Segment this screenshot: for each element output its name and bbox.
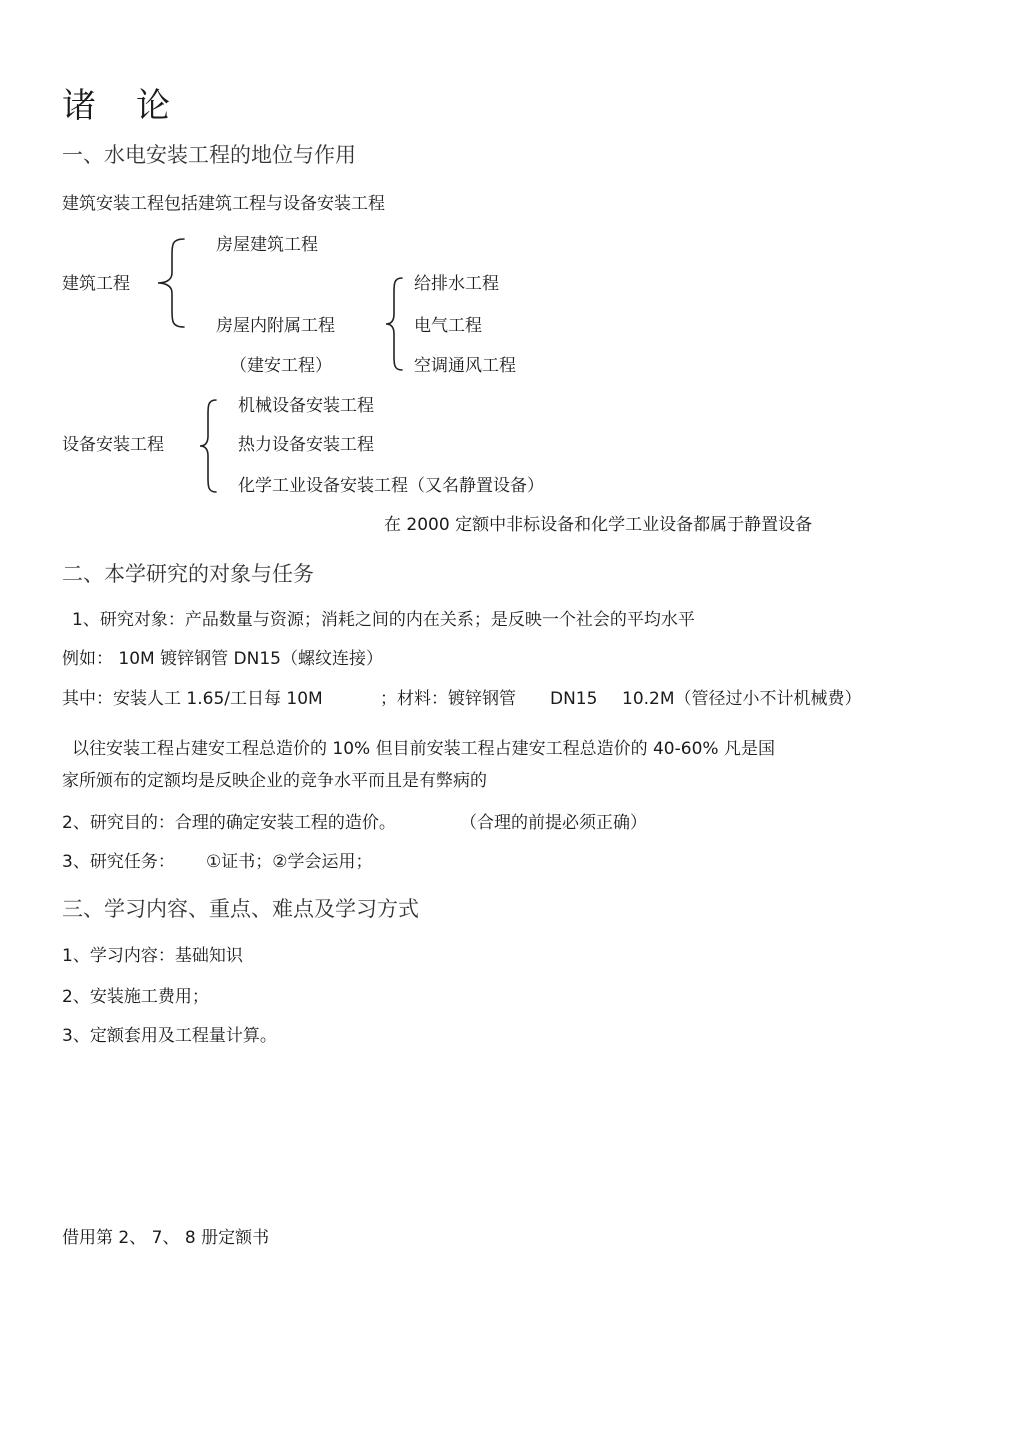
tree2-child-1: 机械设备安装工程 <box>238 396 374 416</box>
tree1-child-2: 房屋内附属工程 <box>216 316 335 336</box>
section-1-note: 在 2000 定额中非标设备和化学工业设备都属于静置设备 <box>384 515 813 535</box>
tree2-root: 设备安装工程 <box>62 435 164 455</box>
footer-note: 借用第 2、 7、 8 册定额书 <box>62 1228 270 1248</box>
tree1-sub-item-3: 空调通风工程 <box>414 356 516 376</box>
tree1-brace-icon <box>150 235 190 331</box>
section-2-para-3d: 10.2M（管径过小不计机械费） <box>622 689 862 709</box>
section-2-para-6b: ①证书；②学会运用； <box>206 852 373 872</box>
section-2-para-6a: 3、研究任务： <box>62 852 175 872</box>
section-2-para-2: 例如： 10M 镀锌钢管 DN15（螺纹连接） <box>62 649 383 669</box>
section-1-intro: 建筑安装工程包括建筑工程与设备安装工程 <box>62 194 385 214</box>
section-2-para-1: 1、研究对象：产品数量与资源；消耗之间的内在关系；是反映一个社会的平均水平 <box>72 610 695 630</box>
page-title-char-1: 诸 <box>62 86 96 126</box>
tree1-sub-item-1: 给排水工程 <box>414 274 499 294</box>
tree1-root: 建筑工程 <box>62 274 130 294</box>
section-2-para-5b: （合理的前提必须正确） <box>460 813 647 833</box>
tree1-sub-brace-icon <box>380 274 410 374</box>
section-3-item-1: 1、学习内容：基础知识 <box>62 946 243 966</box>
tree1-sub-item-2: 电气工程 <box>414 316 482 336</box>
tree2-brace-icon <box>194 396 224 496</box>
section-2-para-3a: 其中：安装人工 1.65/工日每 10M <box>62 689 323 709</box>
tree1-child-1: 房屋建筑工程 <box>216 235 318 255</box>
section-2-para-3c: DN15 <box>550 689 598 709</box>
section-3-item-2: 2、安装施工费用； <box>62 987 209 1007</box>
tree2-child-2: 热力设备安装工程 <box>238 435 374 455</box>
section-1-heading: 一、水电安装工程的地位与作用 <box>62 143 356 167</box>
page-title-char-2: 论 <box>136 86 170 126</box>
tree2-child-3: 化学工业设备安装工程（又名静置设备） <box>238 476 544 496</box>
section-2-para-4-line-2: 家所颁布的定额均是反映企业的竞争水平而且是有弊病的 <box>62 771 487 791</box>
section-3-heading: 三、学习内容、重点、难点及学习方式 <box>62 897 419 921</box>
section-2-para-3b: ；材料：镀锌钢管 <box>380 689 516 709</box>
section-2-para-5a: 2、研究目的：合理的确定安装工程的造价。 <box>62 813 396 833</box>
section-2-heading: 二、本学研究的对象与任务 <box>62 562 314 586</box>
section-2-para-4-line-1: 以往安装工程占建安工程总造价的 10% 但目前安装工程占建安工程总造价的 40-60% 凡是国 <box>72 739 775 759</box>
tree1-child-2-note: （建安工程） <box>230 356 332 376</box>
section-3-item-3: 3、定额套用及工程量计算。 <box>62 1026 277 1046</box>
